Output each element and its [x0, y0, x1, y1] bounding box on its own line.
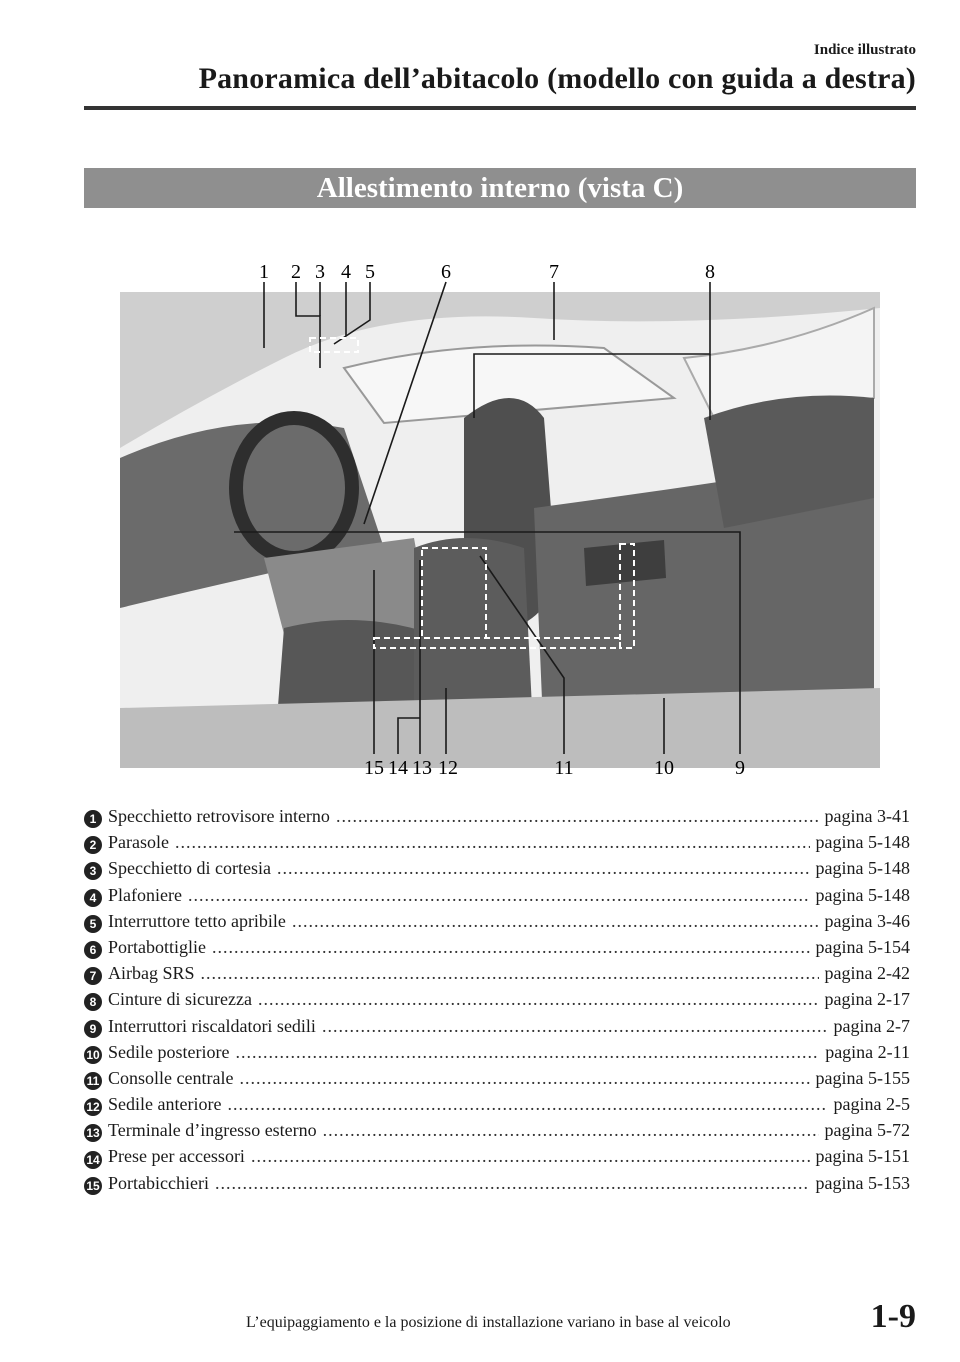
item-number-badge: 5 [84, 915, 102, 933]
callout-12: 12 [438, 757, 458, 779]
callout-1: 1 [259, 261, 269, 283]
callout-11: 11 [554, 757, 574, 779]
dot-leader [212, 937, 810, 958]
item-number-badge: 7 [84, 967, 102, 985]
dot-leader [235, 1042, 819, 1063]
list-item [84, 1146, 910, 1172]
callout-4: 4 [341, 261, 351, 283]
section-banner: Allestimento interno (vista C) [84, 168, 916, 208]
list-item [84, 858, 910, 884]
item-page-reference: pagina 3-41 [824, 806, 910, 826]
item-number-badge: 8 [84, 993, 102, 1011]
list-item [84, 937, 910, 963]
item-page-reference: pagina 5-148 [815, 832, 910, 853]
item-label: Sedile anteriore [108, 1094, 222, 1115]
item-label: Prese per accessori [108, 1146, 245, 1167]
item-page-reference: pagina 2-42 [824, 963, 910, 984]
item-number-badge: 2 [84, 836, 102, 854]
dot-leader [175, 832, 810, 853]
dot-leader [251, 1146, 810, 1167]
list-item [84, 989, 910, 1015]
list-item [84, 832, 910, 858]
dot-leader [292, 911, 819, 932]
footer-note: L’equipaggiamento e la posizione di installazione variano in base al veicolo [246, 1314, 731, 1331]
item-label: Terminale d’ingresso esterno [108, 1120, 317, 1141]
list-item [84, 1016, 910, 1042]
callout-9: 9 [735, 757, 745, 779]
dot-leader [201, 963, 819, 984]
list-item [84, 1068, 910, 1094]
callout-6: 6 [441, 261, 451, 283]
item-label: Interruttori riscaldatori sedili [108, 1015, 316, 1036]
item-number-badge: 1 [84, 810, 102, 828]
item-page-reference: pagina 5-154 [815, 936, 910, 957]
page-number: 1-9 [870, 1298, 916, 1335]
page-title: Panoramica dell’abitacolo (modello con guida a destra) [198, 62, 916, 95]
header-divider [84, 106, 916, 110]
component-list [84, 806, 910, 1199]
item-number-badge: 4 [84, 889, 102, 907]
item-page-reference: pagina 5-151 [815, 1146, 910, 1167]
list-item [84, 1042, 910, 1068]
item-label: Portabicchieri [108, 1172, 209, 1193]
dot-leader [277, 858, 810, 879]
item-page-reference: pagina 5-72 [824, 1120, 910, 1141]
item-page-reference: pagina 5-148 [815, 884, 910, 905]
dot-leader [188, 885, 810, 906]
item-page-reference: pagina 2-7 [833, 1015, 910, 1036]
dot-leader [336, 806, 819, 827]
dot-leader [322, 1016, 828, 1037]
item-page-reference: pagina 3-46 [824, 910, 910, 931]
item-page-reference: pagina 2-17 [824, 989, 910, 1010]
callout-7: 7 [549, 261, 559, 283]
item-page-reference: pagina 2-11 [825, 1041, 910, 1062]
item-label: Specchietto retrovisore interno [108, 806, 330, 826]
item-label: Consolle centrale [108, 1067, 234, 1088]
list-item [84, 806, 910, 832]
item-page-reference: pagina 5-153 [815, 1172, 910, 1193]
item-page-reference: pagina 2-5 [833, 1094, 910, 1115]
callout-5: 5 [365, 261, 375, 283]
dot-leader [215, 1173, 810, 1194]
item-label: Plafoniere [108, 884, 182, 905]
dot-leader [323, 1120, 819, 1141]
header-section-label: Indice illustrato [813, 42, 916, 58]
item-number-badge: 11 [84, 1072, 102, 1090]
item-number-badge: 9 [84, 1020, 102, 1038]
callout-3: 3 [315, 261, 325, 283]
item-number-badge: 13 [84, 1124, 102, 1142]
list-item [84, 1173, 910, 1199]
item-number-badge: 15 [84, 1177, 102, 1195]
item-label: Portabottiglie [108, 936, 206, 957]
callout-14: 14 [388, 757, 408, 779]
item-label: Cinture di sicurezza [108, 989, 252, 1010]
list-item [84, 1120, 910, 1146]
callout-15: 15 [364, 757, 384, 779]
callout-10: 10 [654, 757, 674, 779]
dot-leader [239, 1068, 809, 1089]
callout-2: 2 [291, 261, 301, 283]
item-label: Sedile posteriore [108, 1041, 230, 1062]
item-number-badge: 10 [84, 1046, 102, 1064]
list-item [84, 1094, 910, 1120]
top-callouts [259, 261, 715, 283]
dot-leader [258, 989, 819, 1010]
dot-leader [227, 1094, 827, 1115]
item-label: Airbag SRS [108, 963, 195, 984]
callout-13: 13 [412, 757, 432, 779]
item-page-reference: pagina 5-155 [815, 1067, 910, 1088]
item-number-badge: 12 [84, 1098, 102, 1116]
list-item [84, 911, 910, 937]
item-label: Interruttore tetto apribile [108, 910, 286, 931]
item-page-reference: pagina 5-148 [815, 858, 910, 879]
list-item [84, 963, 910, 989]
interior-illustration [84, 248, 916, 780]
item-number-badge: 3 [84, 862, 102, 880]
list-item [84, 885, 910, 911]
item-label: Parasole [108, 832, 169, 853]
item-number-badge: 6 [84, 941, 102, 959]
item-number-badge: 14 [84, 1151, 102, 1169]
item-label: Specchietto di cortesia [108, 858, 271, 879]
callout-8: 8 [705, 261, 715, 283]
